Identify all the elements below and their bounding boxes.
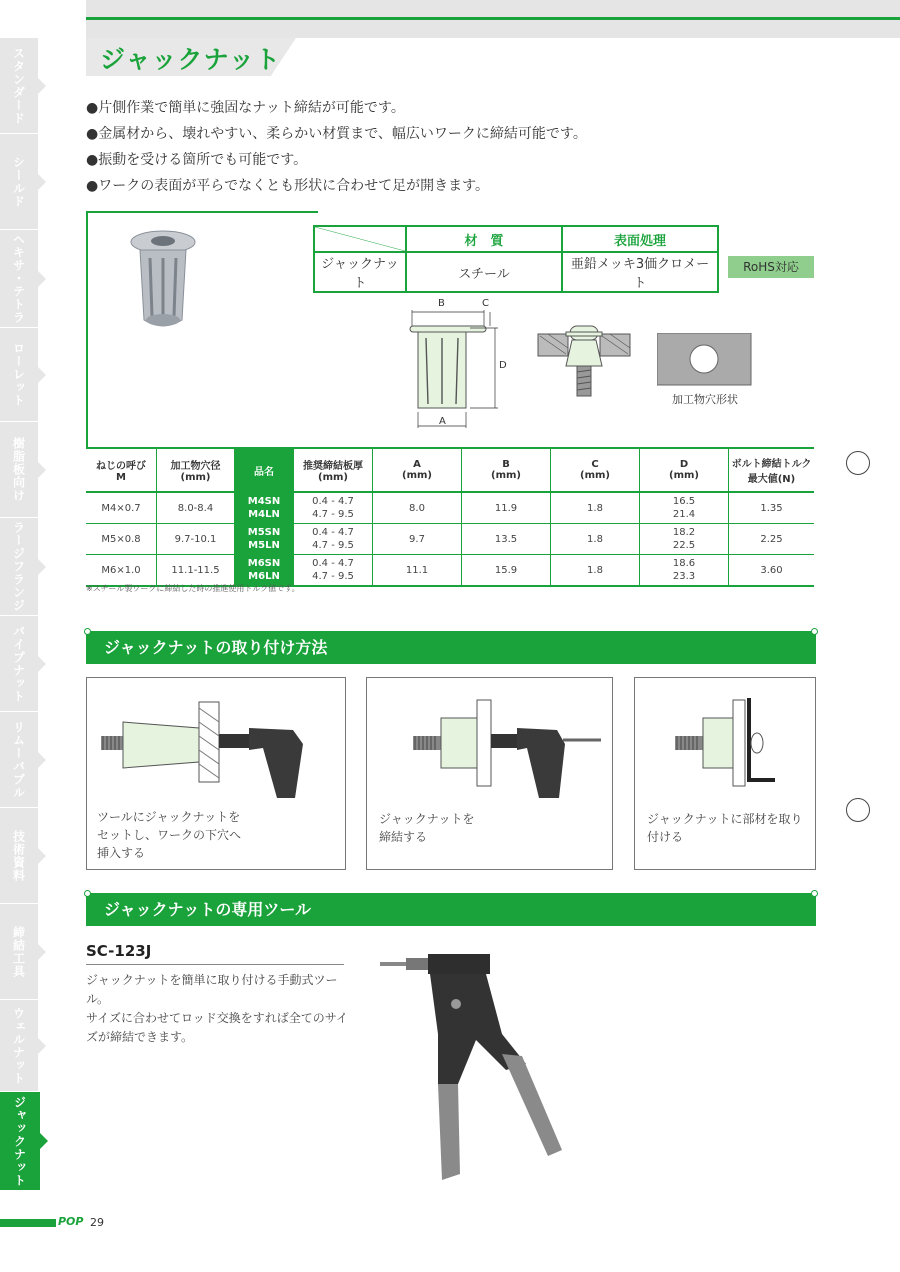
dim-c-label: C: [482, 298, 489, 309]
install-step-3: [634, 677, 816, 870]
feature-2: ●金属材から、壊れやすい、柔らかい材質まで、幅広いワークに締結可能です。: [86, 126, 587, 142]
step-3-illustration: [635, 678, 815, 798]
col-header-hole: 加工物穴径 (mm): [157, 448, 235, 492]
install-step-2: [366, 677, 613, 870]
side-tab-hexa-tetra[interactable]: ヘキサ・テトラ: [0, 230, 38, 328]
col-header-thickness: 推奨締結板厚 (mm): [294, 448, 373, 492]
binder-hole-icon: [846, 451, 870, 475]
cell-c: 1.8: [551, 492, 640, 524]
hole-shape-drawing: [657, 333, 752, 387]
col-header-b: B (mm): [462, 448, 551, 492]
cell-c: 1.8: [551, 555, 640, 587]
rohs-badge: RoHS対応: [728, 256, 814, 278]
tool-desc-line-2: サイズに合わせてロッド交換をすれば全てのサイ: [86, 1011, 348, 1025]
step-1-text-line-1: ツールにジャックナットを: [97, 810, 241, 824]
material-corner: [314, 226, 406, 252]
feature-3: ●振動を受ける箇所でも可能です。: [86, 152, 308, 168]
cell-thickness: 0.4 - 4.7 4.7 - 9.5: [294, 492, 373, 524]
cell-a: 9.7: [373, 524, 462, 555]
side-tab-weld-nut[interactable]: ウェルナット: [0, 1000, 38, 1092]
product-frame-left: [86, 212, 88, 448]
install-step-1: [86, 677, 346, 870]
side-tab-tools[interactable]: 締結工具: [0, 904, 38, 1000]
tool-desc-line-1: ジャックナットを簡単に取り付ける手動式ツール。: [86, 973, 338, 1006]
material-row-label: ジャックナット: [314, 252, 406, 292]
table-row: [86, 555, 814, 587]
feature-1: ●片側作業で簡単に強固なナット締結が可能です。: [86, 100, 405, 116]
table-note: ※スチール製ワークに締結した時の推進使用トルク値です。: [86, 584, 300, 593]
table-row: [86, 524, 814, 555]
cell-a: 11.1: [373, 555, 462, 587]
step-1-illustration: [87, 678, 345, 798]
side-tab-jack-nut[interactable]: ジャックナット: [0, 1092, 40, 1191]
side-tab-pipe-nut[interactable]: パイプナット: [0, 616, 38, 712]
step-2-text-line-1: ジャックナットを: [379, 812, 475, 826]
side-tab-shield[interactable]: シールド: [0, 134, 38, 230]
side-tab-large-flange[interactable]: ラージフランジ: [0, 518, 38, 616]
cell-b: 15.9: [462, 555, 551, 587]
cell-thickness: 0.4 - 4.7 4.7 - 9.5: [294, 524, 373, 555]
col-header-torque: ボルト締結トルク 最大値(N): [729, 448, 815, 492]
cell-name: M5SN M5LN: [235, 524, 294, 555]
cell-a: 8.0: [373, 492, 462, 524]
material-header: 材 質: [406, 226, 562, 252]
col-header-d: D (mm): [640, 448, 729, 492]
step-2-text-line-2: 締結する: [379, 830, 428, 844]
cell-d: 18.6 23.3: [640, 555, 729, 587]
installed-section-drawing: [536, 318, 632, 410]
cell-hole: 9.7-10.1: [157, 524, 235, 555]
cell-thread: M5×0.8: [86, 524, 157, 555]
side-tab-knurl[interactable]: ローレット: [0, 328, 38, 422]
finish-value: 亜鉛メッキ3価クロメート: [562, 252, 718, 292]
cell-name: M6SN M6LN: [235, 555, 294, 587]
cell-name: M4SN M4LN: [235, 492, 294, 524]
header-rule: [86, 17, 900, 20]
cell-torque: 2.25: [729, 524, 815, 555]
cell-d: 18.2 22.5: [640, 524, 729, 555]
cell-d: 16.5 21.4: [640, 492, 729, 524]
table-row: [86, 492, 814, 524]
pop-logo: POP: [58, 1215, 84, 1228]
side-tab-tech-docs[interactable]: 技術資料: [0, 808, 38, 904]
spec-table: [86, 447, 814, 587]
page-title: ジャックナット: [100, 45, 282, 74]
cell-torque: 3.60: [729, 555, 815, 587]
col-header-thread: ねじの呼び M: [86, 448, 157, 492]
dim-b-label: B: [438, 298, 445, 309]
tool-desc-line-3: ズが締結できます。: [86, 1030, 194, 1044]
cell-c: 1.8: [551, 524, 640, 555]
col-header-a: A (mm): [373, 448, 462, 492]
step-3-text-line-2: 付ける: [647, 830, 684, 844]
tool-description: [86, 971, 351, 1047]
cell-hole: 11.1-11.5: [157, 555, 235, 587]
cell-torque: 1.35: [729, 492, 815, 524]
binder-hole-icon: [846, 798, 870, 822]
finish-header: 表面処理: [562, 226, 718, 252]
step-1-text-line-3: 挿入する: [97, 846, 146, 860]
riveter-tool-photo: [376, 944, 566, 1184]
install-section-header: ジャックナットの取り付け方法: [86, 631, 816, 664]
side-tab-standard[interactable]: スタンダード: [0, 38, 38, 134]
step-1-text-line-2: セットし、ワークの下穴へ: [97, 828, 242, 842]
material-value: スチール: [406, 252, 562, 292]
cell-thread: M6×1.0: [86, 555, 157, 587]
tool-model-rule: [86, 964, 344, 965]
step-2-illustration: [367, 678, 612, 798]
feature-4: ●ワークの表面が平らでなくとも形状に合わせて足が開きます。: [86, 178, 489, 194]
step-3-text-line-1: ジャックナットに部材を取り: [647, 812, 803, 826]
material-table: [313, 225, 719, 293]
col-header-c: C (mm): [551, 448, 640, 492]
jack-nut-photo: [128, 228, 198, 336]
footer-bar: [0, 1219, 56, 1227]
page-number: 29: [90, 1216, 104, 1229]
cell-b: 11.9: [462, 492, 551, 524]
dim-a-label: A: [439, 416, 446, 427]
side-tab-removable[interactable]: リムーバブル: [0, 712, 38, 808]
col-header-name: 品名: [235, 448, 294, 492]
cell-b: 13.5: [462, 524, 551, 555]
dim-d-label: D: [499, 360, 507, 371]
cell-thread: M4×0.7: [86, 492, 157, 524]
cell-hole: 8.0-8.4: [157, 492, 235, 524]
cell-thickness: 0.4 - 4.7 4.7 - 9.5: [294, 555, 373, 587]
product-frame-top: [86, 211, 318, 213]
hole-shape-label: 加工物穴形状: [672, 393, 738, 406]
side-tab-resin[interactable]: 樹脂板向け: [0, 422, 38, 518]
tool-model: SC-123J: [86, 942, 152, 960]
tool-section-header: ジャックナットの専用ツール: [86, 893, 816, 926]
